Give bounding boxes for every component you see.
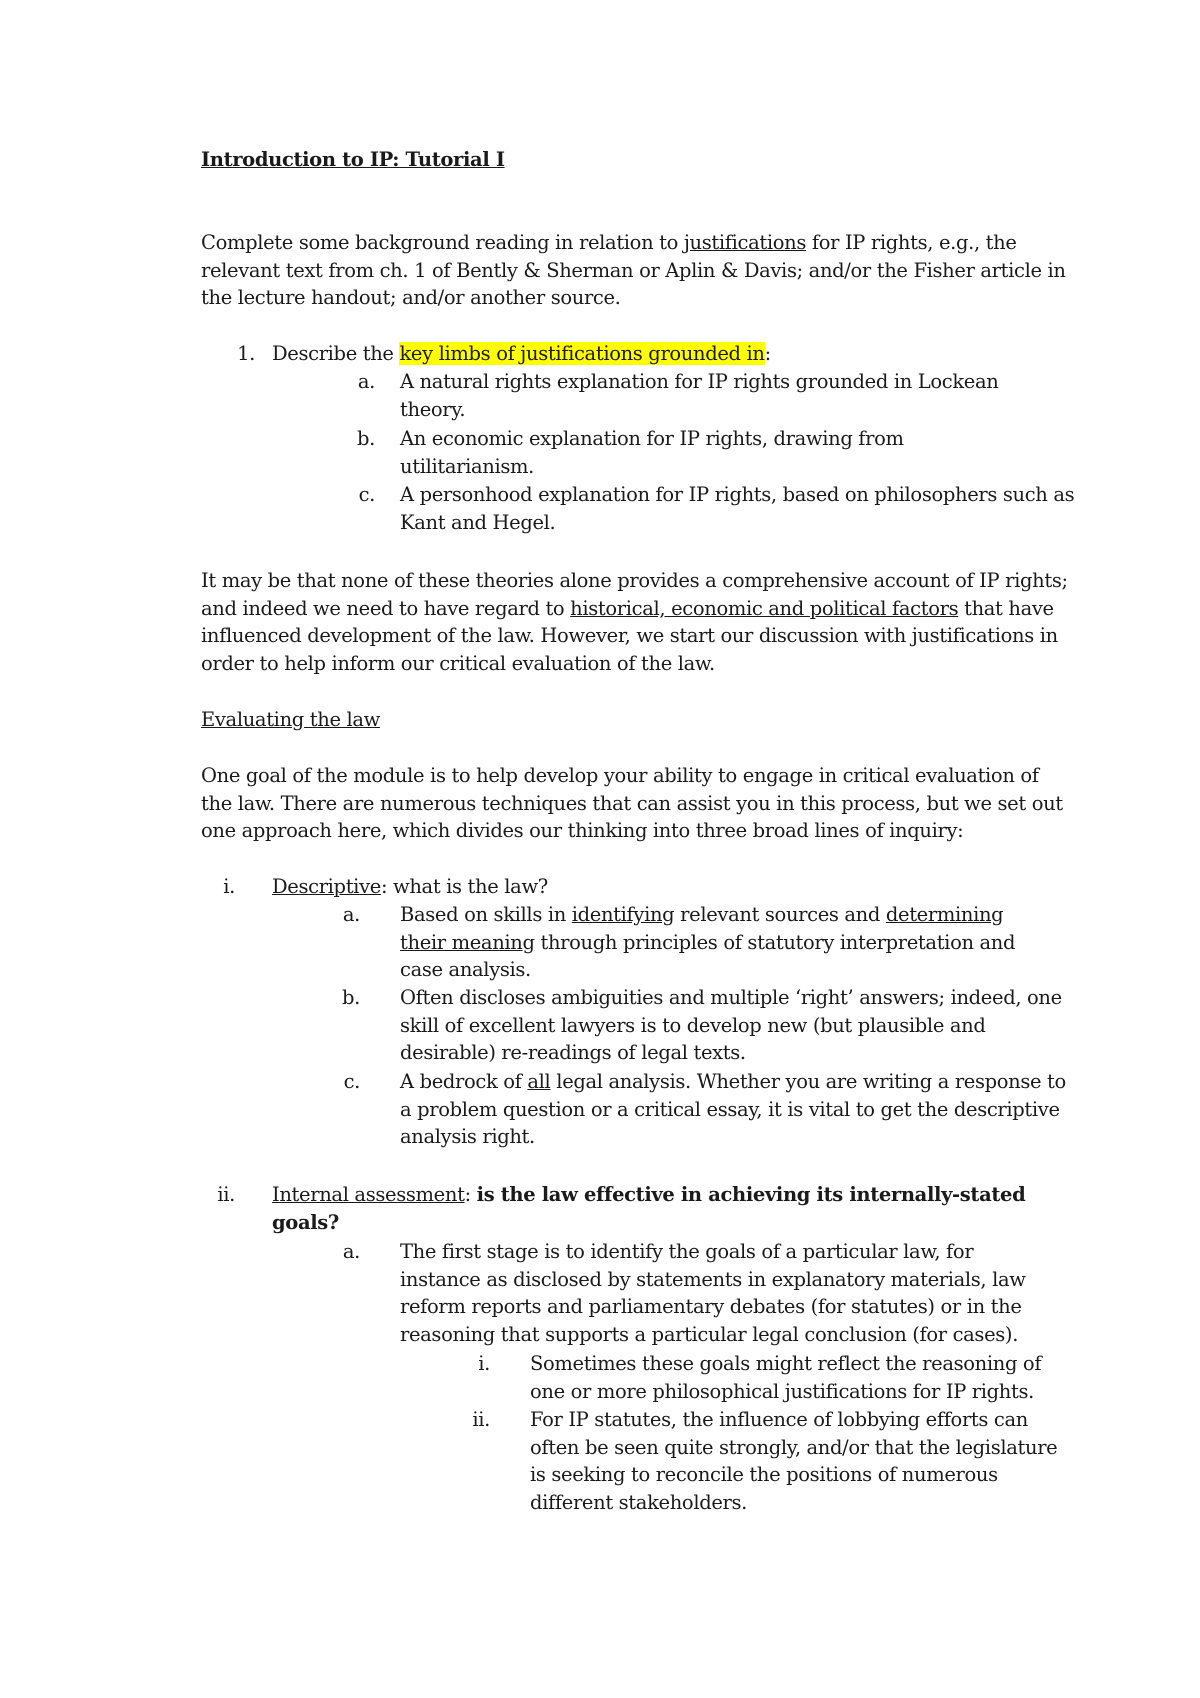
list-marker: b. bbox=[342, 986, 360, 1009]
paragraph-text-continued: that have influenced development of the law. However, we start our discussion with justifications in order to help inform our critical evaluation of the law. bbox=[201, 596, 1058, 675]
text-part: A bedrock of bbox=[400, 1070, 528, 1093]
list-item-text: The first stage is to identify the goals of a particular law, for instance as disclosed by statements in explanatory materials, law reform reports and parliamentary debates (for statutes) or in the reasoning that supports a particular legal conclusion (for cases). bbox=[400, 1240, 1026, 1346]
q1-post: : bbox=[764, 342, 771, 365]
list-marker: i. bbox=[478, 1352, 490, 1375]
list-item-text: An economic explanation for IP rights, drawing from utilitarianism. bbox=[400, 427, 904, 478]
descriptive-question: : what is the law? bbox=[380, 875, 548, 898]
list-item-text: For IP statutes, the influence of lobbying efforts can often be seen quite strongly, and/or that the legislature is seeking to reconcile the positions of numerous different stakeholders. bbox=[530, 1408, 1058, 1514]
justifications-term: justifications bbox=[683, 231, 807, 254]
text-part: Based on skills in bbox=[400, 903, 572, 926]
theories-paragraph bbox=[201, 567, 1071, 677]
text-part: relevant sources and bbox=[674, 903, 886, 926]
list-item-text: A personhood explanation for IP rights, based on philosophers such as Kant and Hegel. bbox=[400, 483, 1075, 534]
section-heading: Evaluating the law bbox=[201, 708, 380, 731]
list-marker: i. bbox=[223, 875, 235, 898]
paragraph-text: It may be that none of these theories alone provides a comprehensive account of IP rights; and indeed we need to have regard to bbox=[201, 569, 1068, 620]
list-marker: a. bbox=[342, 903, 360, 926]
text-part: through principles of statutory interpretation and case analysis. bbox=[400, 930, 1016, 981]
list-marker: ii. bbox=[217, 1183, 235, 1206]
internal-assessment-question: is the law effective in achieving its internally-stated goals? bbox=[272, 1183, 1026, 1234]
highlighted-text: key limbs of justifications grounded in bbox=[399, 342, 765, 365]
label-colon: : bbox=[464, 1183, 477, 1206]
list-item-text: Sometimes these goals might reflect the reasoning of one or more philosophical justifications for IP rights. bbox=[530, 1352, 1042, 1403]
underlined-factors: historical, economic and political factors bbox=[570, 596, 959, 620]
list-marker: ii. bbox=[472, 1408, 490, 1431]
section-descriptive-text bbox=[272, 873, 972, 901]
list-marker: a. bbox=[342, 1240, 360, 1263]
section-internal-text bbox=[272, 1181, 1032, 1236]
intro-paragraph bbox=[201, 229, 1071, 312]
list-marker: 1. bbox=[237, 342, 255, 365]
module-goal-paragraph: One goal of the module is to help develop your ability to engage in critical evaluation of the law. There are numerous techniques that can assist you in this process, but we set out one approach here, which divides our thinking into three broad lines of inquiry: bbox=[201, 764, 1063, 842]
text-part: legal analysis. Whether you are writing a response to a problem question or a critical essay, it is vital to get the descriptive analysis right. bbox=[400, 1070, 1066, 1148]
descriptive-label: Descriptive bbox=[272, 875, 381, 898]
list-item-text: A natural rights explanation for IP rights grounded in Lockean theory. bbox=[400, 370, 999, 421]
list-item-text: Often discloses ambiguities and multiple ‘right’ answers; indeed, one skill of excellent lawyers is to develop new (but plausible and desirable) re-readings of legal texts. bbox=[400, 986, 1062, 1064]
list-marker: c. bbox=[358, 483, 375, 506]
identifying-term: identifying bbox=[571, 903, 675, 926]
intro-text-continued: for IP rights, e.g., the relevant text from ch. 1 of Bently & Sherman or Aplin & Davis; and/or the Fisher article in the lecture handout; and/or another source. bbox=[201, 231, 1066, 309]
document-title: Introduction to IP: Tutorial I bbox=[201, 148, 505, 171]
intro-text: Complete some background reading in relation to bbox=[201, 231, 684, 254]
determining-meaning-term: determining their meaning bbox=[400, 903, 1004, 954]
list-marker: a. bbox=[357, 370, 375, 393]
list-marker: b. bbox=[357, 427, 375, 450]
question-1-text bbox=[272, 340, 892, 368]
list-item-text bbox=[400, 901, 1040, 984]
list-item-text bbox=[400, 1068, 1070, 1151]
internal-assessment-label: Internal assessment bbox=[272, 1183, 465, 1206]
list-marker: c. bbox=[343, 1070, 360, 1093]
all-term: all bbox=[527, 1070, 551, 1093]
q1-pre: Describe the bbox=[272, 342, 400, 365]
